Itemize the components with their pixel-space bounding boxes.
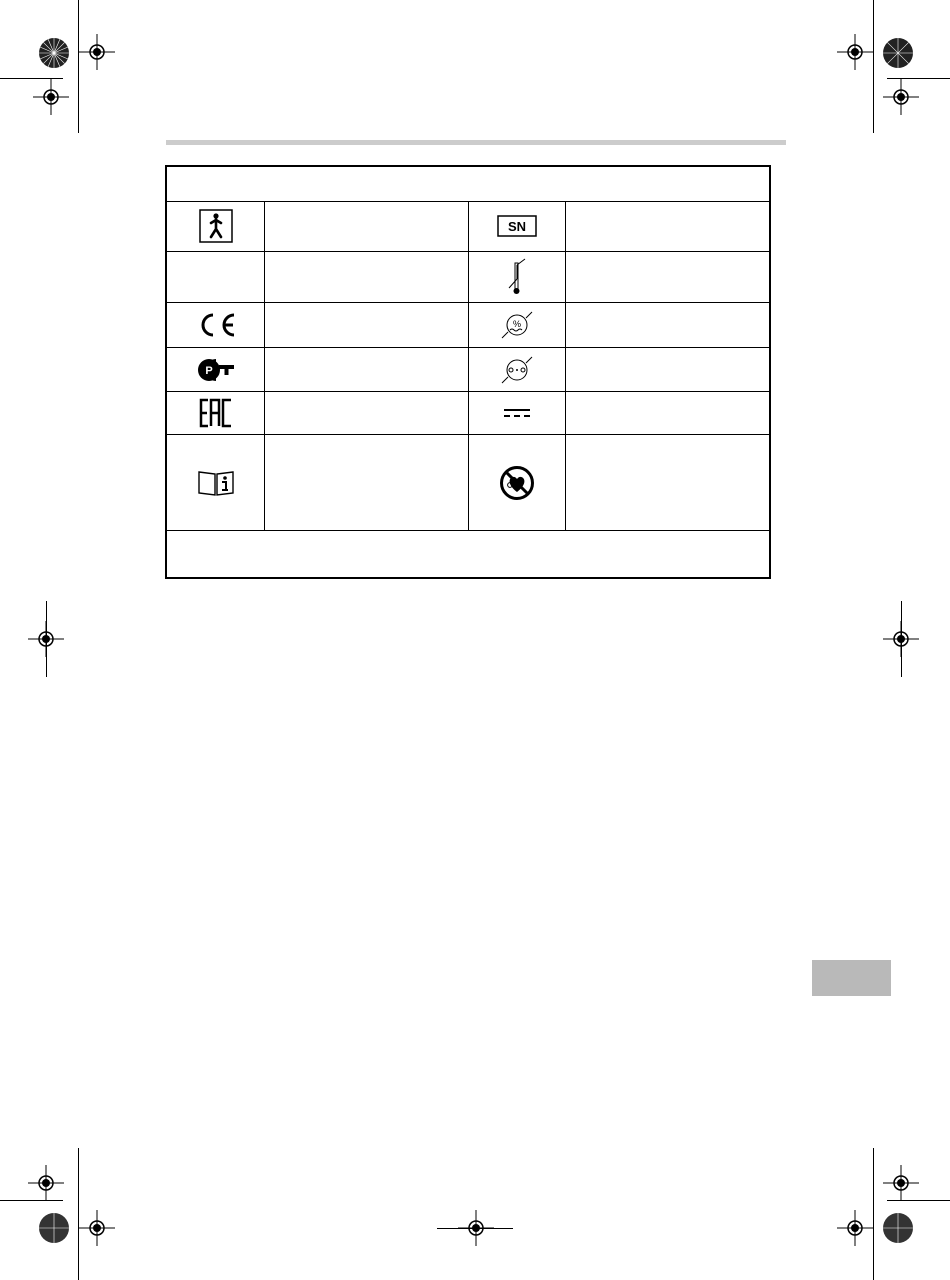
table-row [167, 348, 264, 391]
temperature-limit-icon [507, 257, 527, 297]
crosshair-icon [837, 34, 873, 70]
symbols-table [165, 165, 771, 579]
header-rule [166, 140, 786, 145]
table-row [167, 201, 264, 251]
crosshair-icon [79, 1210, 115, 1246]
direct-current-icon [503, 408, 531, 418]
humidity-limit-icon [500, 308, 534, 342]
table-row [167, 392, 264, 434]
atmospheric-pressure-limit-icon [500, 353, 534, 387]
svg-text:SN: SN [507, 219, 527, 234]
consult-instructions-icon [197, 469, 235, 497]
crosshair-icon [883, 1165, 919, 1201]
crosshair-icon [28, 1165, 64, 1201]
crosshair-icon [883, 79, 919, 115]
svg-text:P: P [204, 364, 213, 377]
type-bf-applied-part-icon [199, 209, 233, 243]
pct-mark-icon [196, 357, 236, 383]
table-row [167, 252, 264, 302]
table-row [167, 435, 264, 530]
no-pacemaker-icon [499, 465, 535, 501]
eac-mark-icon [199, 398, 233, 428]
svg-text:%: % [512, 319, 522, 329]
color-wheel-icon [38, 1212, 70, 1244]
color-wheel-icon [38, 37, 70, 69]
color-wheel-icon [882, 37, 914, 69]
serial-number-icon [497, 215, 537, 237]
table-title-row [167, 167, 769, 202]
color-wheel-icon [882, 1212, 914, 1244]
crosshair-icon [837, 1210, 873, 1246]
crosshair-icon [79, 34, 115, 70]
table-footnote-row [167, 530, 769, 578]
ce-mark-icon [195, 312, 237, 338]
table-body [167, 201, 769, 530]
section-tab-marker [812, 960, 891, 996]
table-row [167, 303, 264, 347]
crosshair-icon [33, 79, 69, 115]
